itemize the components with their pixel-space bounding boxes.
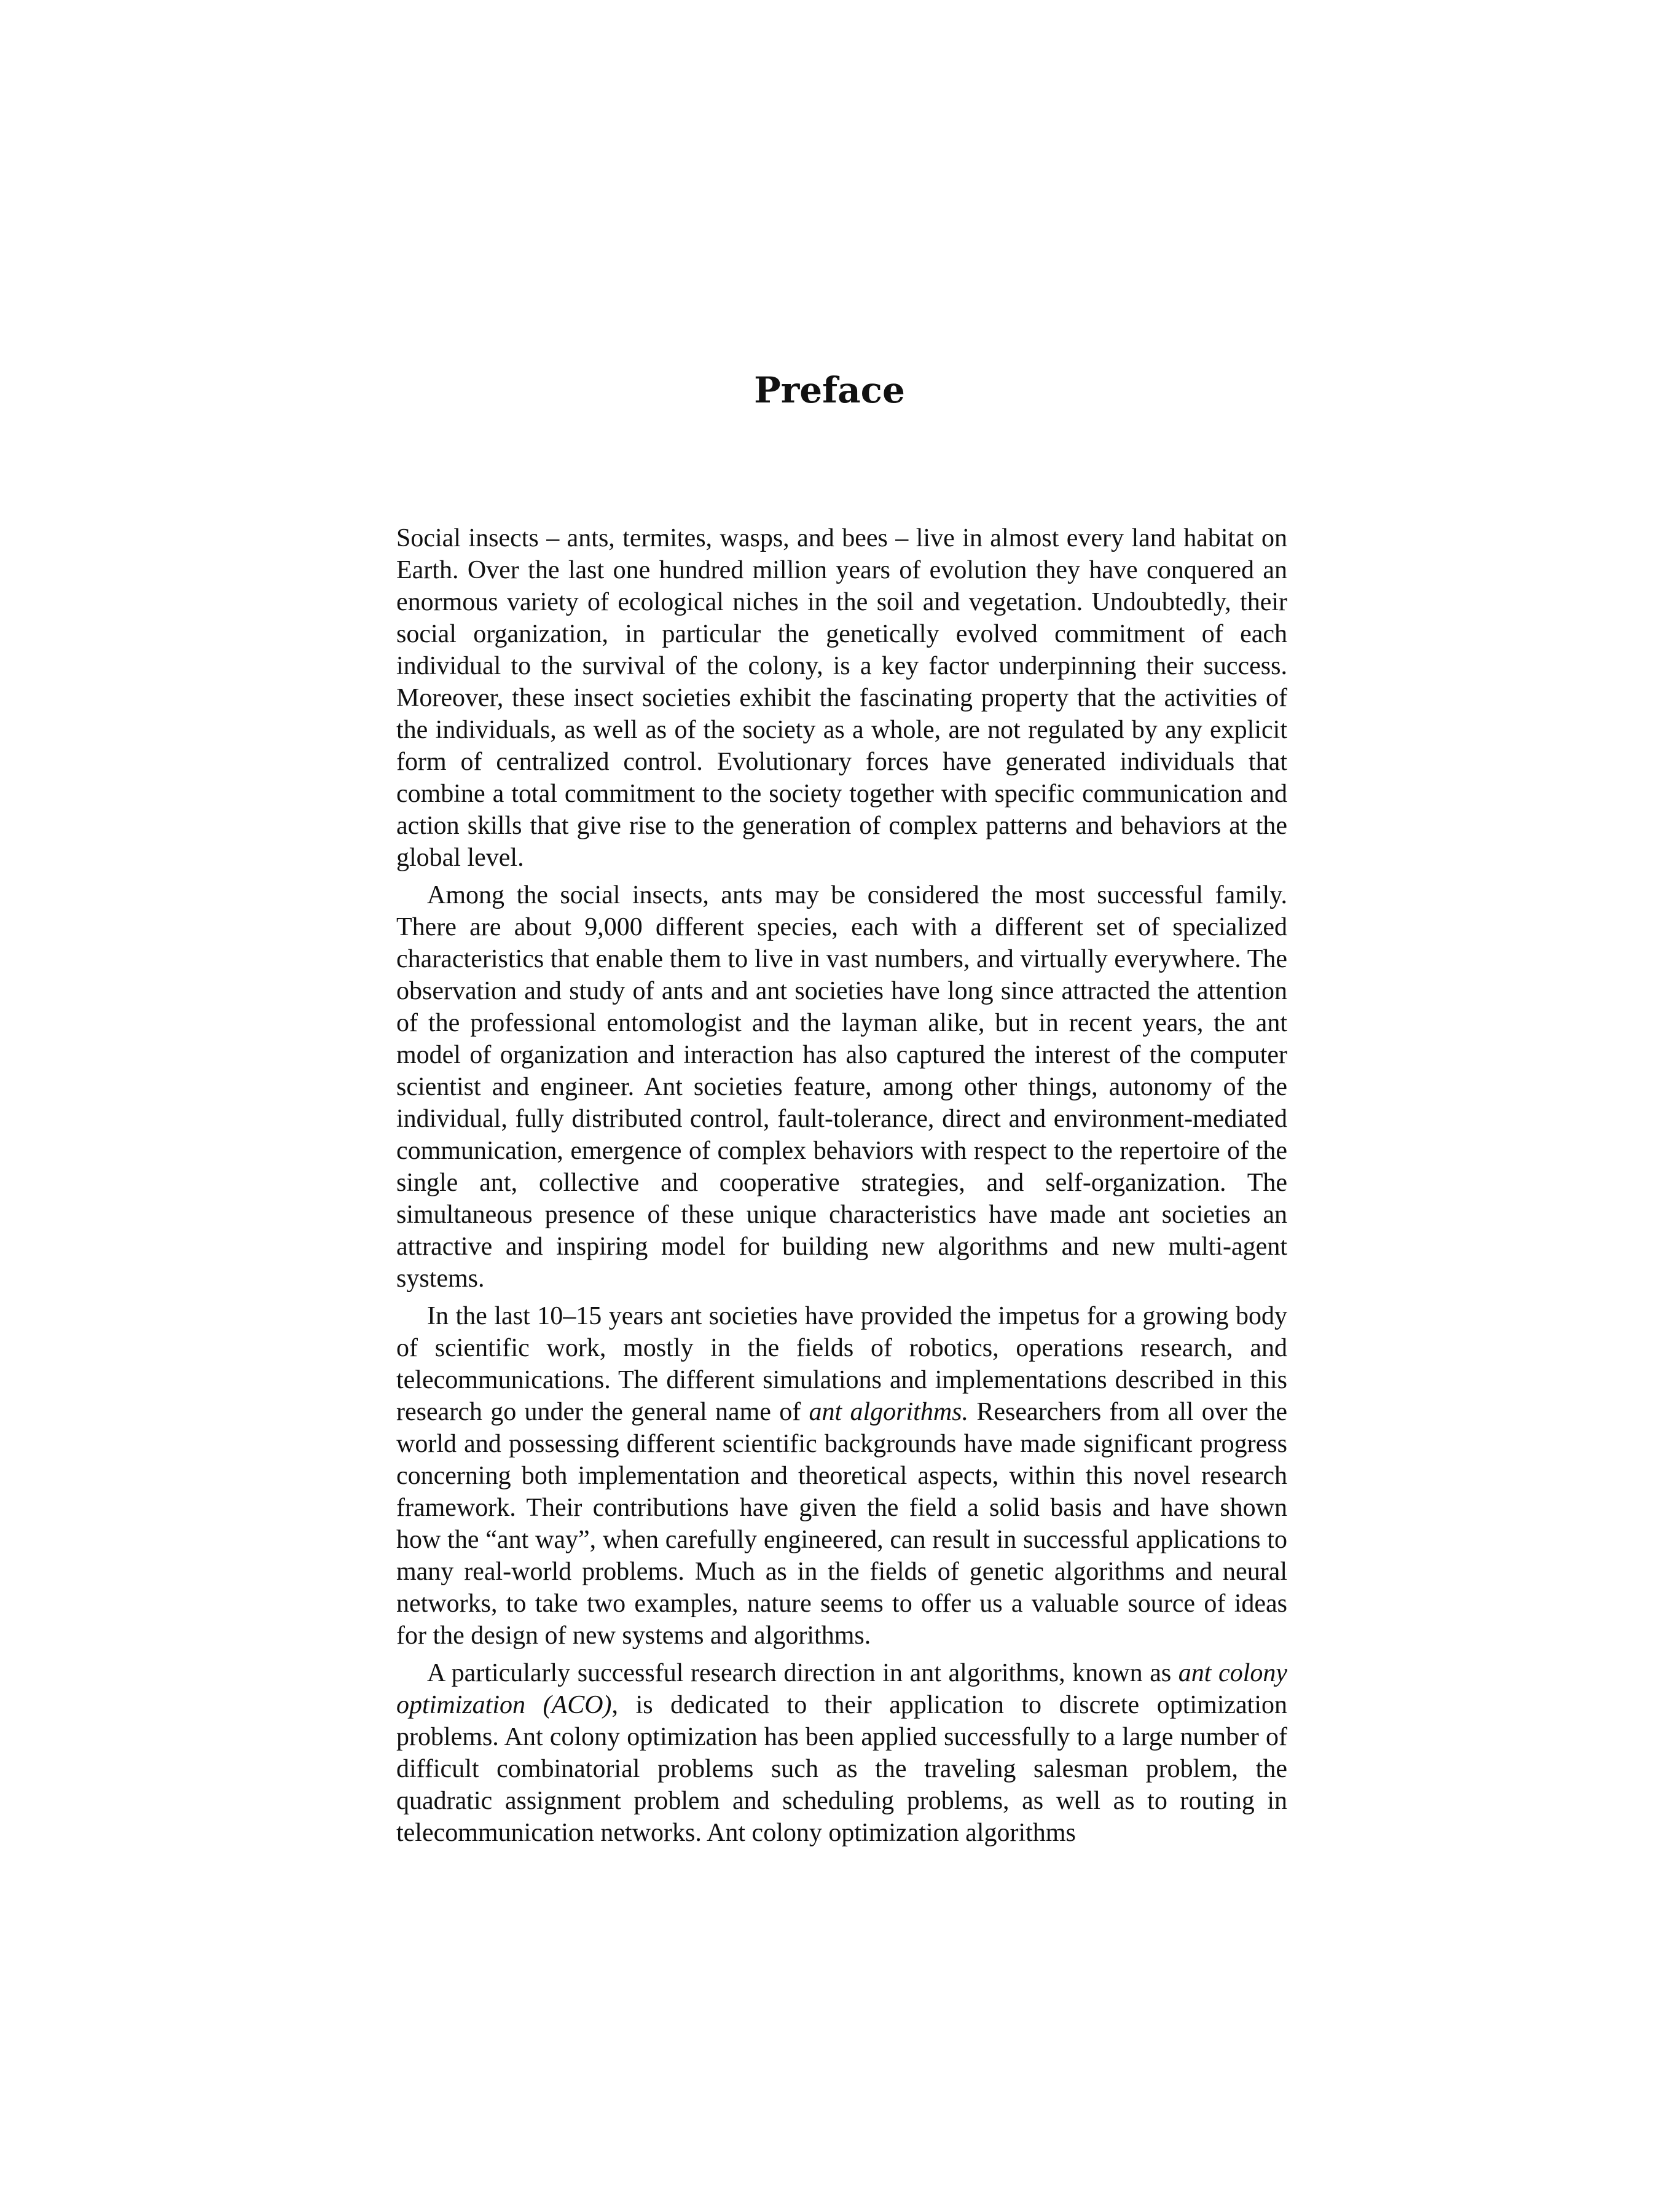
paragraph-4 — [396, 1657, 1287, 1849]
paragraph-4-text-b: , is dedicated to their application to discrete optimization problems. Ant colony optimization has been applied successfully to a large number of difficult combinatorial problems such as the traveling salesman problem, the quadratic assignment problem and scheduling problems, as well as to routing in telecommunication networks. Ant colony optimization algorithms — [396, 1691, 1287, 1847]
paragraph-1 — [396, 522, 1287, 874]
term-ant-algorithms: ant algorithms. — [809, 1398, 969, 1426]
paragraph-1-text: Social insects – ants, termites, wasps, and bees – live in almost every land habitat on Earth. Over the last one hundred million years of evolution they have conquered an enormous variety of ecological niches in the soil and vegetation. Undoubtedly, their social organization, in particular the genetically evolved commitment of each individual to the survival of the colony, is a key factor underpinning their success. Moreover, these insect societies exhibit the fascinating property that the activities of the individuals, as well as of the society as a whole, are not regulated by any explicit form of centralized control. Evolutionary forces have generated individuals that combine a total commitment to the society together with specific communication and action skills that give rise to the generation of complex patterns and behaviors at the global level. — [396, 524, 1287, 872]
paragraph-3-text-a: In the last 10–15 years ant societies have provided the impetus for a growing body of scientific work, mostly in the fields of robotics, operations research, and telecommunications. The different simulations and implementations described in this research go under the general name of — [396, 1302, 1287, 1426]
paragraph-2-text: Among the social insects, ants may be considered the most successful family. There are about 9,000 different species, each with a different set of specialized characteristics that enable them to live in vast numbers, and virtually everywhere. The observation and study of ants and ant societies have long since attracted the attention of the professional entomologist and the layman alike, but in recent years, the ant model of organization and interaction has also captured the interest of the computer scientist and engineer. Ant societies feature, among other things, autonomy of the individual, fully distributed control, fault-tolerance, direct and environment-mediated communication, emergence of complex behaviors with respect to the repertoire of the single ant, collective and cooperative strategies, and self-organization. The simultaneous presence of these unique characteristics have made ant societies an attractive and inspiring model for building new algorithms and new multi-agent systems. — [396, 881, 1287, 1293]
term-aco: ant colony optimization (ACO) — [396, 1659, 1287, 1719]
paragraph-3 — [396, 1300, 1287, 1652]
paragraph-3-text-b: Researchers from all over the world and possessing different scientific backgrounds have made significant progress concerning both implementation and theoretical aspects, within this novel research framework. Their contributions have given the field a solid basis and have shown how the “ant way”, when carefully engineered, can result in successful applications to many real-world problems. Much as in the fields of genetic algorithms and neural networks, to take two examples, nature seems to offer us a valuable source of ideas for the design of new systems and algorithms. — [396, 1398, 1287, 1650]
chapter-title: Preface — [754, 369, 905, 411]
paragraph-4-text-a: A particularly successful research direction in ant algorithms, known as — [427, 1659, 1179, 1687]
paragraph-2 — [396, 879, 1287, 1295]
body-text — [396, 522, 1287, 1854]
